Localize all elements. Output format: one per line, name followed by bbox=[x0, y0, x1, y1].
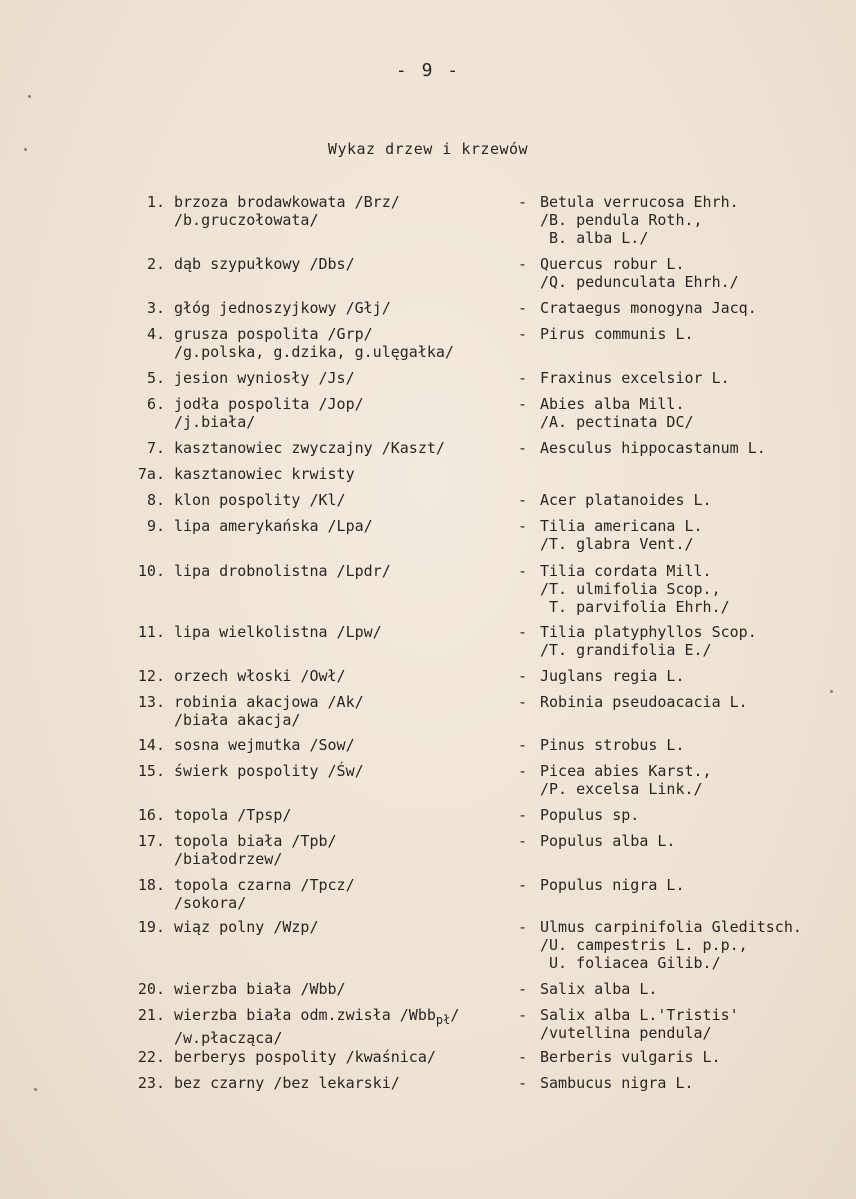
entry-number: 1. bbox=[146, 193, 165, 211]
latin-name-line: /B. pendula Roth., bbox=[540, 211, 703, 229]
entry-number: 10. bbox=[137, 562, 165, 580]
entry-number: 22. bbox=[137, 1048, 165, 1066]
separator-dash: - bbox=[518, 832, 528, 850]
separator-dash: - bbox=[518, 876, 528, 894]
entry-number: 16. bbox=[137, 806, 165, 824]
polish-name-line: lipa wielkolistna /Lpw/ bbox=[174, 623, 382, 641]
polish-name bbox=[174, 395, 364, 431]
polish-name bbox=[174, 693, 364, 729]
latin-name-line: Populus nigra L. bbox=[540, 876, 685, 894]
separator-dash: - bbox=[518, 369, 528, 387]
latin-name bbox=[540, 1006, 739, 1042]
separator-dash: - bbox=[518, 806, 528, 824]
polish-name bbox=[174, 806, 291, 824]
latin-name-line: Aesculus hippocastanum L. bbox=[540, 439, 766, 457]
entry-number: 4. bbox=[146, 325, 165, 343]
polish-name bbox=[174, 762, 364, 780]
polish-name-line: lipa drobnolistna /Lpdr/ bbox=[174, 562, 391, 580]
polish-name bbox=[174, 369, 355, 387]
latin-name bbox=[540, 562, 730, 616]
separator-dash: - bbox=[518, 762, 528, 780]
entry-number: 9. bbox=[146, 517, 165, 535]
entry-number: 13. bbox=[137, 693, 165, 711]
latin-name bbox=[540, 623, 757, 659]
latin-name bbox=[540, 1074, 694, 1092]
latin-name-line: Berberis vulgaris L. bbox=[540, 1048, 721, 1066]
polish-name-line: topola biała /Tpb/ bbox=[174, 832, 337, 850]
entry-number: 14. bbox=[137, 736, 165, 754]
polish-name bbox=[174, 299, 391, 317]
latin-name-line: Picea abies Karst., bbox=[540, 762, 712, 780]
entry-number: 5. bbox=[146, 369, 165, 387]
latin-name bbox=[540, 832, 675, 850]
latin-name-line: Fraxinus excelsior L. bbox=[540, 369, 730, 387]
latin-name-line: Robinia pseudoacacia L. bbox=[540, 693, 748, 711]
entry-number: 21. bbox=[137, 1006, 165, 1024]
latin-name bbox=[540, 491, 712, 509]
polish-name bbox=[174, 667, 346, 685]
latin-name-line: /T. ulmifolia Scop., bbox=[540, 580, 721, 598]
latin-name bbox=[540, 439, 766, 457]
polish-name-line: kasztanowiec krwisty bbox=[174, 465, 355, 483]
entry-number: 3. bbox=[146, 299, 165, 317]
entry-number: 15. bbox=[137, 762, 165, 780]
latin-name bbox=[540, 693, 748, 711]
polish-name-line: kasztanowiec zwyczajny /Kaszt/ bbox=[174, 439, 445, 457]
latin-name-line: /P. excelsa Link./ bbox=[540, 780, 703, 798]
polish-name bbox=[174, 439, 445, 457]
latin-name-line: B. alba L./ bbox=[540, 229, 649, 247]
entry-number: 18. bbox=[137, 876, 165, 894]
latin-name-line: T. parvifolia Ehrh./ bbox=[540, 598, 730, 616]
separator-dash: - bbox=[518, 193, 528, 211]
separator-dash: - bbox=[518, 1048, 528, 1066]
polish-name-line: /białodrzew/ bbox=[174, 850, 283, 868]
polish-name bbox=[174, 876, 355, 912]
separator-dash: - bbox=[518, 439, 528, 457]
polish-name bbox=[174, 980, 346, 998]
latin-name-line: Juglans regia L. bbox=[540, 667, 685, 685]
entry-number: 7a. bbox=[137, 465, 165, 483]
polish-name-line: robinia akacjowa /Ak/ bbox=[174, 693, 364, 711]
polish-name bbox=[174, 325, 454, 361]
polish-name-line: dąb szypułkowy /Dbs/ bbox=[174, 255, 355, 273]
latin-name bbox=[540, 255, 739, 291]
subscript-tail: / bbox=[450, 1006, 460, 1024]
entry-number: 17. bbox=[137, 832, 165, 850]
polish-name bbox=[174, 623, 382, 641]
latin-name-line: Crataegus monogyna Jacq. bbox=[540, 299, 757, 317]
separator-dash: - bbox=[518, 325, 528, 343]
separator-dash: - bbox=[518, 491, 528, 509]
separator-dash: - bbox=[518, 736, 528, 754]
polish-name-line: klon pospolity /Kl/ bbox=[174, 491, 346, 509]
latin-name bbox=[540, 395, 694, 431]
entry-number: 20. bbox=[137, 980, 165, 998]
latin-name-line: Tilia platyphyllos Scop. bbox=[540, 623, 757, 641]
scan-speck bbox=[24, 148, 27, 151]
latin-name-line: Tilia cordata Mill. bbox=[540, 562, 712, 580]
scan-speck bbox=[830, 690, 833, 693]
separator-dash: - bbox=[518, 395, 528, 413]
latin-name bbox=[540, 299, 757, 317]
separator-dash: - bbox=[518, 667, 528, 685]
polish-name-line: wiąz polny /Wzp/ bbox=[174, 918, 319, 936]
polish-name-line: /w.płacząca/ bbox=[174, 1029, 283, 1047]
latin-name-line: U. foliacea Gilib./ bbox=[540, 954, 721, 972]
entry-number: 19. bbox=[137, 918, 165, 936]
latin-name bbox=[540, 369, 730, 387]
latin-name bbox=[540, 667, 685, 685]
polish-name bbox=[174, 1048, 436, 1066]
latin-name-line: /A. pectinata DC/ bbox=[540, 413, 694, 431]
latin-name-line: /U. campestris L. p.p., bbox=[540, 936, 748, 954]
subscript: pł bbox=[435, 1013, 451, 1027]
polish-name bbox=[174, 193, 400, 229]
latin-name-line: Salix alba L.'Tristis' bbox=[540, 1006, 739, 1024]
separator-dash: - bbox=[518, 693, 528, 711]
latin-name-line: Betula verrucosa Ehrh. bbox=[540, 193, 739, 211]
polish-name-line: głóg jednoszyjkowy /Głj/ bbox=[174, 299, 391, 317]
latin-name-line: Pirus communis L. bbox=[540, 325, 694, 343]
page-number: - 9 - bbox=[395, 60, 461, 81]
separator-dash: - bbox=[518, 299, 528, 317]
latin-name-line: Salix alba L. bbox=[540, 980, 658, 998]
separator-dash: - bbox=[518, 517, 528, 535]
polish-name-line: topola /Tpsp/ bbox=[174, 806, 292, 824]
entry-number: 12. bbox=[137, 667, 165, 685]
polish-name-line: /sokora/ bbox=[174, 894, 247, 912]
separator-dash: - bbox=[518, 1074, 528, 1092]
polish-name bbox=[174, 491, 346, 509]
entry-number: 7. bbox=[146, 439, 165, 457]
latin-name bbox=[540, 193, 739, 247]
polish-name-line: jesion wyniosły /Js/ bbox=[174, 369, 355, 387]
latin-name-line: /Q. pedunculata Ehrh./ bbox=[540, 273, 739, 291]
latin-name-line: Tilia americana L. bbox=[540, 517, 703, 535]
latin-name bbox=[540, 918, 802, 972]
entry-number: 2. bbox=[146, 255, 165, 273]
polish-name-line: świerk pospolity /Św/ bbox=[174, 762, 364, 780]
polish-name bbox=[174, 562, 391, 580]
polish-name-line: brzoza brodawkowata /Brz/ bbox=[174, 193, 400, 211]
polish-name-line: topola czarna /Tpcz/ bbox=[174, 876, 355, 894]
polish-name bbox=[174, 465, 355, 483]
polish-name bbox=[174, 918, 319, 936]
latin-name-line: /T. glabra Vent./ bbox=[540, 535, 694, 553]
polish-name-line: wierzba biała odm.zwisła /Wbb$_{pł}$/ bbox=[174, 1006, 460, 1027]
latin-name bbox=[540, 736, 685, 754]
polish-name-line: /biała akacja/ bbox=[174, 711, 301, 729]
separator-dash: - bbox=[518, 255, 528, 273]
polish-name bbox=[174, 517, 373, 535]
entry-number: 6. bbox=[146, 395, 165, 413]
separator-dash: - bbox=[518, 1006, 528, 1024]
latin-name-line: Populus sp. bbox=[540, 806, 640, 824]
polish-name-line: orzech włoski /Owł/ bbox=[174, 667, 346, 685]
latin-name-line: /vutellina pendula/ bbox=[540, 1024, 712, 1042]
separator-dash: - bbox=[518, 562, 528, 580]
latin-name bbox=[540, 325, 694, 343]
latin-name bbox=[540, 806, 639, 824]
polish-name-line: bez czarny /bez lekarski/ bbox=[174, 1074, 400, 1092]
scan-speck bbox=[34, 1088, 37, 1091]
latin-name-line: Pinus strobus L. bbox=[540, 736, 685, 754]
entry-number: 11. bbox=[137, 623, 165, 641]
separator-dash: - bbox=[518, 623, 528, 641]
polish-name bbox=[174, 832, 337, 868]
polish-name bbox=[174, 1074, 400, 1092]
page-title: Wykaz drzew i krzewów bbox=[327, 140, 529, 158]
latin-name bbox=[540, 980, 657, 998]
latin-name-line: Acer platanoides L. bbox=[540, 491, 712, 509]
separator-dash: - bbox=[518, 918, 528, 936]
latin-name bbox=[540, 517, 703, 553]
latin-name-line: Populus alba L. bbox=[540, 832, 676, 850]
latin-name-line: Ulmus carpinifolia Gleditsch. bbox=[540, 918, 802, 936]
polish-name bbox=[174, 255, 355, 273]
polish-name bbox=[174, 736, 355, 754]
polish-name-line: berberys pospolity /kwaśnica/ bbox=[174, 1048, 436, 1066]
latin-name-line: /T. grandifolia E./ bbox=[540, 641, 712, 659]
polish-name-line: grusza pospolita /Grp/ bbox=[174, 325, 373, 343]
polish-name-line: /g.polska, g.dzika, g.ulęgałka/ bbox=[174, 343, 454, 361]
polish-name-line: /b.gruczołowata/ bbox=[174, 211, 319, 229]
separator-dash: - bbox=[518, 980, 528, 998]
entry-number: 23. bbox=[137, 1074, 165, 1092]
scan-speck bbox=[28, 95, 31, 98]
polish-name-line: /j.biała/ bbox=[174, 413, 256, 431]
latin-name-line: Abies alba Mill. bbox=[540, 395, 685, 413]
polish-name-line: lipa amerykańska /Lpa/ bbox=[174, 517, 373, 535]
latin-name bbox=[540, 876, 685, 894]
latin-name bbox=[540, 1048, 721, 1066]
polish-name-line: sosna wejmutka /Sow/ bbox=[174, 736, 355, 754]
polish-name-line: wierzba biała /Wbb/ bbox=[174, 980, 346, 998]
latin-name-line: Quercus robur L. bbox=[540, 255, 685, 273]
latin-name bbox=[540, 762, 712, 798]
polish-name-line: jodła pospolita /Jop/ bbox=[174, 395, 364, 413]
latin-name-line: Sambucus nigra L. bbox=[540, 1074, 694, 1092]
entry-number: 8. bbox=[146, 491, 165, 509]
polish-name bbox=[174, 1006, 459, 1047]
